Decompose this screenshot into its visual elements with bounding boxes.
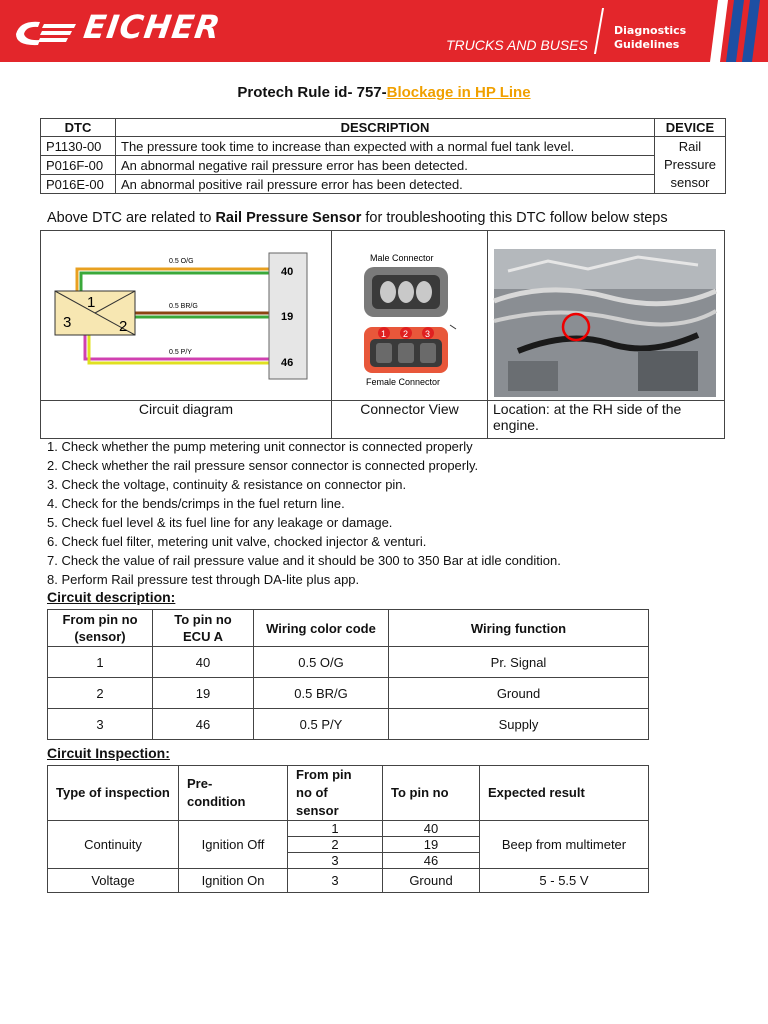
- table-row: [48, 821, 649, 837]
- engine-location-photo: [488, 231, 724, 397]
- cell: 46: [383, 853, 480, 869]
- wire-label: 0.5 BR/G: [169, 303, 198, 310]
- list-item: 3. Check the voltage, continuity & resistance on connector pin.: [47, 477, 407, 492]
- connector-view: [332, 231, 487, 397]
- female-connector-label: Female Connector: [366, 377, 441, 387]
- figure-table: [40, 230, 725, 439]
- connector-pin-label: 3: [425, 329, 431, 339]
- cell: Ground: [389, 678, 649, 709]
- cell: Ignition Off: [179, 821, 288, 869]
- dtc-header: DTC: [41, 119, 116, 137]
- male-connector-image: [364, 267, 448, 317]
- list-item: 4. Check for the bends/crimps in the fuel return line.: [47, 496, 345, 511]
- cell: 40: [383, 821, 480, 837]
- cell: 40: [153, 647, 254, 678]
- cell: 2: [288, 837, 383, 853]
- dtc-description: An abnormal positive rail pressure error has been detected.: [116, 175, 655, 194]
- cell: Supply: [389, 709, 649, 740]
- title-highlight: Blockage in HP Line: [386, 84, 531, 101]
- female-connector-image: [364, 325, 456, 373]
- col-header: From pin no of sensor: [288, 766, 383, 821]
- description-header: DESCRIPTION: [116, 119, 655, 137]
- ecu-pin-19: 19: [281, 311, 294, 323]
- wire-1: [77, 269, 269, 291]
- list-item: 5. Check fuel level & its fuel line for any leakage or damage.: [47, 515, 393, 530]
- dtc-code: P1130-00: [41, 137, 116, 156]
- circuit-inspection-heading: Circuit Inspection:: [47, 745, 170, 761]
- caption-location: Location: at the RH side of the engine.: [488, 401, 725, 439]
- list-item: 1. Check whether the pump metering unit connector is connected properly: [47, 439, 473, 454]
- intro-text: Above DTC are related to Rail Pressure Sensor for troubleshooting this DTC follow below steps: [47, 210, 668, 226]
- dtc-code: P016E-00: [41, 175, 116, 194]
- wire-2: [135, 313, 269, 317]
- connector-view-cell: [332, 231, 488, 401]
- col-header: Wiring color code: [254, 610, 389, 647]
- cell: 1: [48, 647, 153, 678]
- col-header: Type of inspection: [48, 766, 179, 821]
- cell: 19: [383, 837, 480, 853]
- caption-circuit: Circuit diagram: [41, 401, 332, 439]
- cell: 0.5 BR/G: [254, 678, 389, 709]
- troubleshooting-steps: [47, 437, 561, 589]
- table-row: [48, 869, 649, 893]
- col-header: From pin no (sensor): [48, 610, 153, 647]
- division-label: TRUCKS AND BUSES: [446, 37, 588, 53]
- col-header: Expected result: [480, 766, 649, 821]
- table-row: [41, 175, 726, 194]
- cell: Ignition On: [179, 869, 288, 893]
- wire-label: 0.5 P/Y: [169, 349, 192, 356]
- cell: Continuity: [48, 821, 179, 869]
- sensor-pin-3: 3: [63, 314, 72, 331]
- device-cell: Rail Pressure sensor: [655, 137, 726, 194]
- ecu-pin-46: 46: [281, 357, 294, 369]
- caption-connector: Connector View: [332, 401, 488, 439]
- list-item: 7. Check the value of rail pressure value and it should be 300 to 350 Bar at idle condition.: [47, 553, 561, 568]
- table-row: [41, 156, 726, 175]
- cell: Ground: [383, 869, 480, 893]
- cell: 3: [48, 709, 153, 740]
- dtc-description: An abnormal negative rail pressure error has been detected.: [116, 156, 655, 175]
- cell: 3: [288, 853, 383, 869]
- list-item: 6. Check fuel filter, metering unit valve, chocked injector & venturi.: [47, 534, 427, 549]
- cell: Voltage: [48, 869, 179, 893]
- cell: Pr. Signal: [389, 647, 649, 678]
- page-header: [0, 0, 768, 62]
- header-divider: [594, 8, 604, 54]
- sensor-symbol: [55, 291, 135, 335]
- cell: 3: [288, 869, 383, 893]
- circuit-diagram-cell: [41, 231, 332, 401]
- sensor-pin-1: 1: [87, 294, 96, 311]
- circuit-inspection-table: [47, 765, 649, 893]
- table-row: [48, 709, 649, 740]
- header-stripes: [706, 0, 768, 62]
- cell: 5 - 5.5 V: [480, 869, 649, 893]
- cell: 19: [153, 678, 254, 709]
- eicher-logo-icon: [10, 14, 80, 50]
- cell: 0.5 P/Y: [254, 709, 389, 740]
- circuit-description-heading: Circuit description:: [47, 589, 176, 605]
- table-row: [48, 678, 649, 709]
- col-header: Wiring function: [389, 610, 649, 647]
- dtc-description: The pressure took time to increase than expected with a normal fuel tank level.: [116, 137, 655, 156]
- location-cell: [488, 231, 725, 401]
- cell: 1: [288, 821, 383, 837]
- cell: 46: [153, 709, 254, 740]
- device-header: DEVICE: [655, 119, 726, 137]
- ecu-pin-40: 40: [281, 266, 294, 278]
- cell: 0.5 O/G: [254, 647, 389, 678]
- cell: Beep from multimeter: [480, 821, 649, 869]
- col-header: To pin no: [383, 766, 480, 821]
- wire-label: 0.5 O/G: [169, 258, 194, 265]
- table-row: [48, 647, 649, 678]
- cell: 2: [48, 678, 153, 709]
- brand-name: EICHER: [81, 8, 224, 46]
- connector-pin-label: 1: [381, 329, 387, 339]
- male-connector-label: Male Connector: [370, 253, 434, 263]
- dtc-table: [40, 118, 726, 194]
- page-title: Protech Rule id- 757-Blockage in HP Line: [237, 84, 531, 101]
- circuit-description-table: [47, 609, 649, 740]
- circuit-diagram: [41, 231, 331, 397]
- list-item: 8. Perform Rail pressure test through DA-lite plus app.: [47, 572, 360, 587]
- table-row: [41, 137, 726, 156]
- doc-type-label: Diagnostics Guidelines: [614, 24, 687, 51]
- connector-pin-label: 2: [403, 329, 409, 339]
- col-header: To pin no ECU A: [153, 610, 254, 647]
- dtc-code: P016F-00: [41, 156, 116, 175]
- list-item: 2. Check whether the rail pressure sensor connector is connected properly.: [47, 458, 479, 473]
- col-header: Pre- condition: [179, 766, 288, 821]
- sensor-pin-2: 2: [119, 318, 128, 335]
